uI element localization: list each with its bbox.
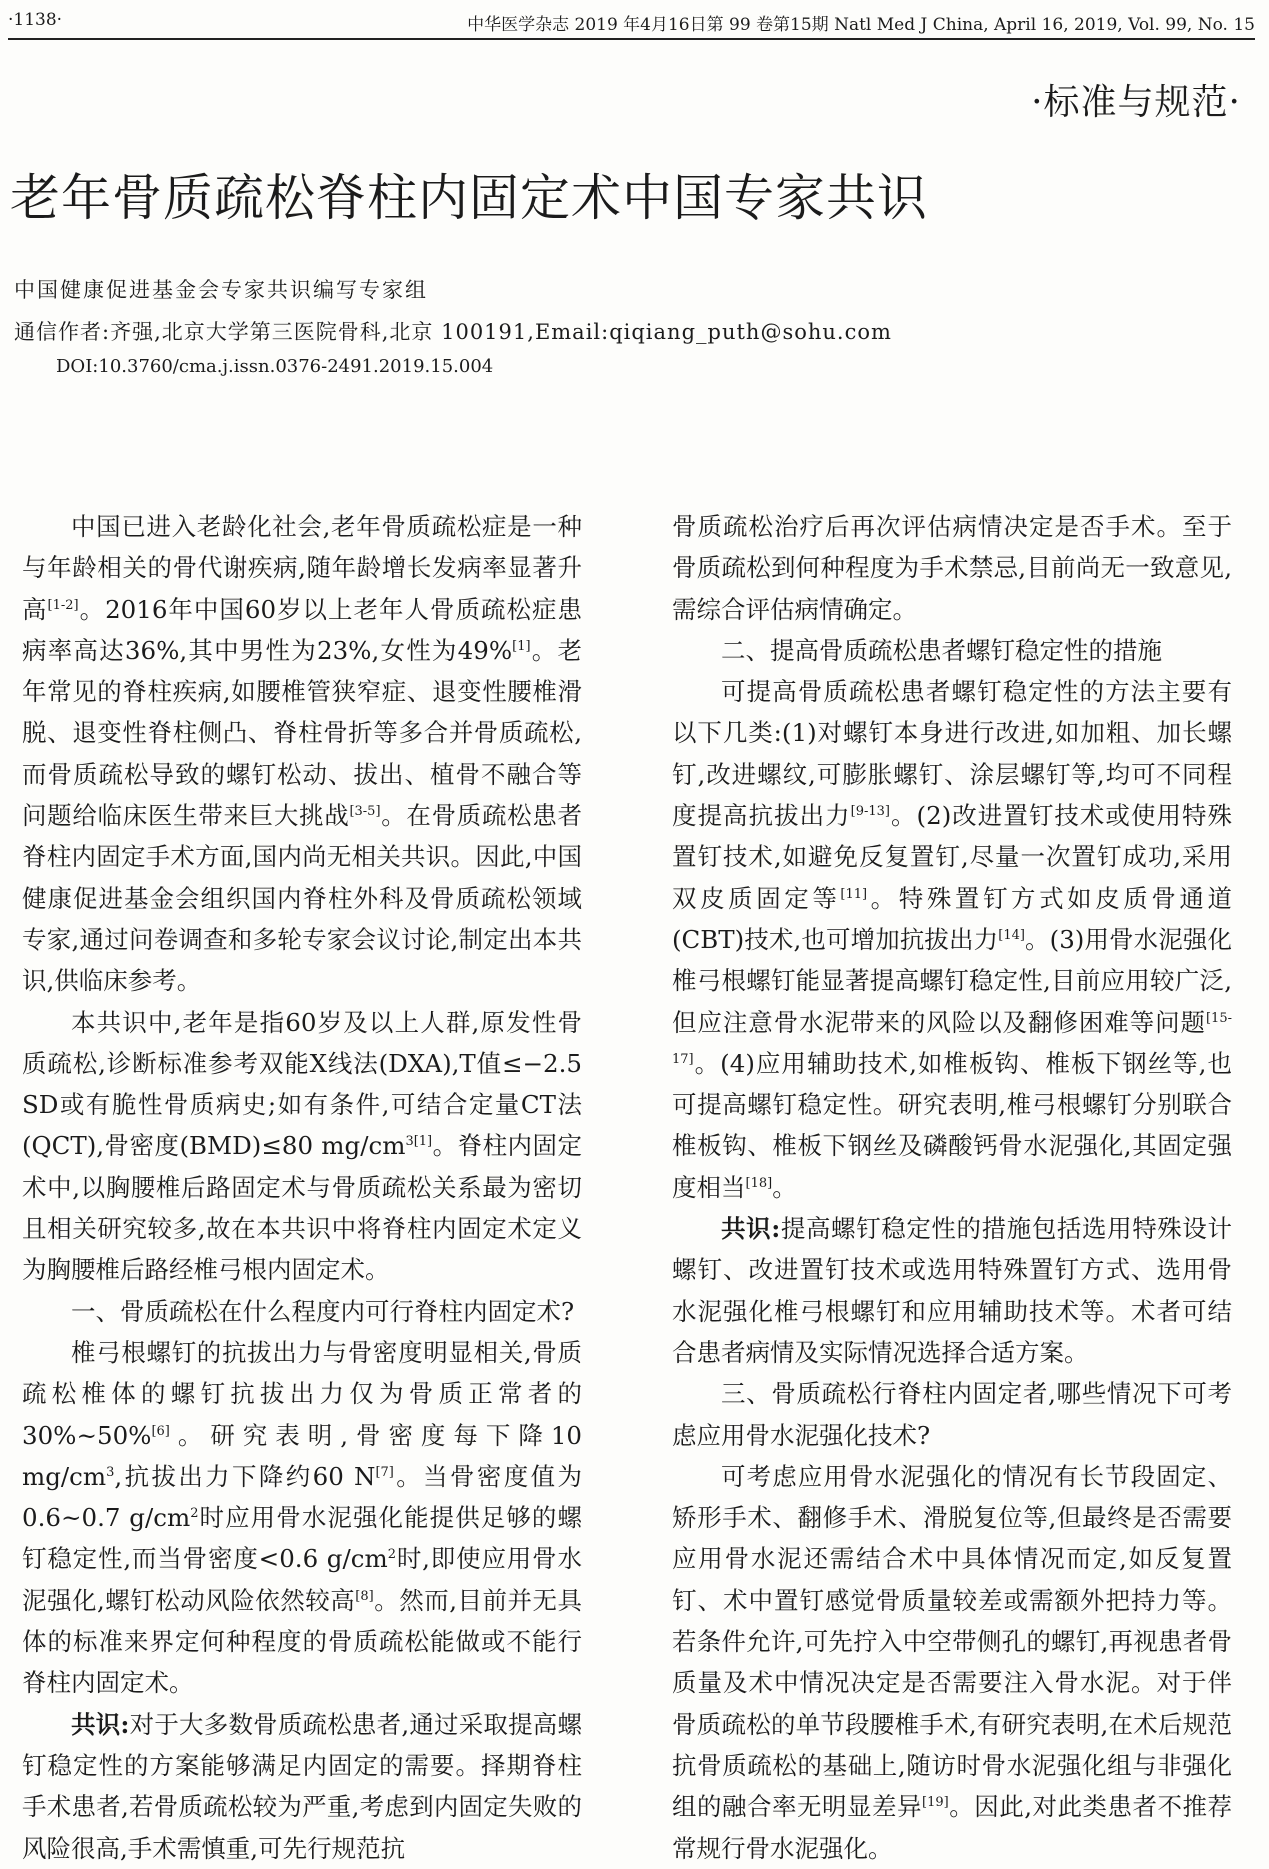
citation: [1] <box>413 1134 433 1150</box>
section-heading-2: 二、提高骨质疏松患者螺钉稳定性的措施 <box>721 635 1162 665</box>
section-heading-1: 一、骨质疏松在什么程度内可行脊柱内固定术? <box>71 1296 575 1326</box>
citation: [8] <box>355 1588 374 1604</box>
section-label: ·标准与规范· <box>1031 82 1241 123</box>
left-column <box>22 506 582 1869</box>
correspondence: 通信作者:齐强,北京大学第三医院骨科,北京 100191,Email:qiqiang_puth@sohu.com <box>14 320 892 344</box>
paragraph-methods: 可提高骨质疏松患者螺钉稳定性的方法主要有以下几类:(1)对螺钉本身进行改进,如加粗、加长螺钉,改进螺纹,可膨胀螺钉、涂层螺钉等,均可不同程度提高抗拔出力[9-13]。(2)改进置钉技术或使用特殊置钉技术,如避免反复置钉,尽量一次置钉成功,采用双皮质固定等[11]。特殊置钉方式如皮质骨通道(CBT)技术,也可增加抗拔出力[14]。(3)用骨水泥强化椎弓根螺钉能显著提高螺钉稳定性,目前应用较广泛,但应注意骨水泥带来的风险以及翻修困难等问题[15-17]。(4)应用辅助技术,如椎板钩、椎板下钢丝等,也可提高螺钉稳定性。研究表明,椎弓根螺钉分别联合椎板钩、椎板下钢丝及磷酸钙骨水泥强化,其固定强度相当[18]。 <box>672 677 1233 1202</box>
citation: [11] <box>840 886 868 902</box>
citation: [18] <box>745 1175 773 1191</box>
citation: [1-2] <box>47 597 79 613</box>
citation: [3-5] <box>349 803 381 819</box>
authors: 中国健康促进基金会专家共识编写专家组 <box>14 278 428 302</box>
consensus-2: 共识:提高螺钉稳定性的措施包括选用特殊设计螺钉、改进置钉技术或选用特殊置钉方式、选用骨水泥强化椎弓根螺钉和应用辅助技术等。术者可结合患者病情及实际情况选择合适方案。 <box>672 1214 1233 1367</box>
citation: [6] <box>151 1423 170 1439</box>
paragraph-cement: 可考虑应用骨水泥强化的情况有长节段固定、矫形手术、翻修手术、滑脱复位等,但最终是否需要应用骨水泥还需结合术中具体情况而定,如反复置钉、术中置钉感觉骨质量较差或需额外把持力等。若条件允许,可先拧入中空带侧孔的螺钉,再视患者骨质量及术中情况决定是否需要注入骨水泥。对于伴骨质疏松的单节段腰椎手术,有研究表明,在术后规范抗骨质疏松的基础上,随访时骨水泥强化组与非强化组的融合率无明显差异[19]。因此,对此类患者不推荐常规行骨水泥强化。 <box>672 1461 1232 1863</box>
running-header: 中华医学杂志 2019 年4月16日第 99 卷第15期 Natl Med J China, April 16, 2019, Vol. 99, No. 15 <box>467 15 1255 35</box>
article-title: 老年骨质疏松脊柱内固定术中国专家共识 <box>10 169 928 227</box>
paragraph-definition: 本共识中,老年是指60岁及以上人群,原发性骨质疏松,诊断标准参考双能X线法(DXA),T值≤−2.5 SD或有脆性骨质病史;如有条件,可结合定量CT法(QCT),骨密度(BMD)≤80 $mg/cm^{3[1]}$。脊柱内固定术中,以胸腰椎后路固定术与骨质疏松关系最为密切且相关研究较多,故在本共识中将脊柱内固定术定义为胸腰椎后路经椎弓根内固定术。 <box>22 1007 583 1285</box>
header-rule <box>8 38 1255 40</box>
citation: [7] <box>375 1464 394 1480</box>
section-heading-3: 三、骨质疏松行脊柱内固定者,哪些情况下可考虑应用骨水泥强化技术? <box>672 1379 1232 1450</box>
right-column <box>672 506 1232 1869</box>
citation: [14] <box>998 927 1025 943</box>
paragraph-continued: 骨质疏松治疗后再次评估病情决定是否手术。至于骨质疏松到何种程度为手术禁忌,目前尚无一致意见,需综合评估病情确定。 <box>672 512 1232 624</box>
doi: DOI:10.3760/cma.j.issn.0376-2491.2019.15.004 <box>56 356 494 377</box>
citation: [1] <box>512 638 531 654</box>
citation: [9-13] <box>850 803 891 819</box>
consensus-1: 共识:对于大多数骨质疏松患者,通过采取提高螺钉稳定性的方案能够满足内固定的需要。择期脊柱手术患者,若骨质疏松较为严重,考虑到内固定失败的风险很高,手术需慎重,可先行规范抗 <box>22 1709 582 1863</box>
paragraph-intro: 中国已进入老龄化社会,老年骨质疏松症是一种与年龄相关的骨代谢疾病,随年龄增长发病率显著升高[1-2]。2016年中国60岁以上老年人骨质疏松症患病率高达36%,其中男性为23%,女性为49%[1]。老年常见的脊柱疾病,如腰椎管狭窄症、退变性腰椎滑脱、退变性脊柱侧凸、脊柱骨折等多合并骨质疏松,而骨质疏松导致的螺钉松动、拔出、植骨不融合等问题给临床医生带来巨大挑战[3-5]。在骨质疏松患者脊柱内固定手术方面,国内尚无相关共识。因此,中国健康促进基金会组织国内脊柱外科及骨质疏松领域专家,通过问卷调查和多轮专家会议讨论,制定出本共识,供临床参考。 <box>22 512 583 996</box>
citation: [15-17] <box>672 1010 1232 1067</box>
consensus-label: 共识: <box>71 1709 130 1739</box>
consensus-label: 共识: <box>721 1214 781 1244</box>
paragraph-bmd: 椎弓根螺钉的抗拔出力与骨密度明显相关,骨质疏松椎体的螺钉抗拔出力仅为骨质正常者的30%~50%[6]。研究表明,骨密度每下降10 $mg/cm^3$,抗拔出力下降约60 N[7]。当骨密度值为0.6~0.7 $g/cm^2$时应用骨水泥强化能提供足够的螺钉稳定性,而当骨密度<0.6 $g/cm^2$时,即使应用骨水泥强化,螺钉松动风险依然较高[8]。然而,目前并无具体的标准来界定何种程度的骨质疏松能做或不能行脊柱内固定术。 <box>22 1337 582 1698</box>
citation: [19] <box>922 1795 949 1811</box>
page-number: ·1138· <box>8 10 63 30</box>
